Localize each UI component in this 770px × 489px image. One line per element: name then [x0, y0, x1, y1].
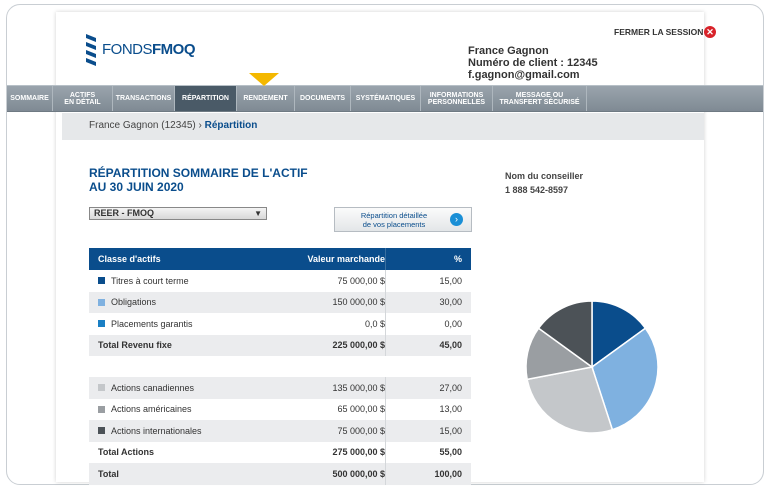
user-email: f.gagnon@gmail.com [468, 69, 580, 81]
asset-class-cell [89, 404, 289, 414]
asset-class-name: Titres à court terme [111, 275, 189, 286]
grand-total-value: 500 000,00 $ [332, 468, 385, 479]
table-row [89, 377, 471, 399]
legend-swatch [98, 320, 105, 327]
logo-mark-icon [84, 32, 98, 70]
advisor-phone: 1 888 542-8597 [505, 185, 569, 195]
asset-class-name: Actions canadiennes [111, 382, 195, 393]
table-row [89, 399, 471, 421]
header-market-value: Valeur marchande [307, 254, 385, 264]
market-value-cell: 150 000,00 $ [332, 297, 385, 308]
breadcrumb [89, 120, 257, 131]
advisor-info [505, 169, 583, 197]
market-value-cell: 75 000,00 $ [337, 425, 385, 436]
nav-item-3[interactable]: RÉPARTITION [175, 86, 237, 111]
asset-class-cell [89, 319, 289, 329]
table-row-total-equity [89, 442, 471, 464]
grand-total-label: Total [98, 468, 119, 479]
legend-swatch [98, 299, 105, 306]
close-icon[interactable]: ✕ [704, 26, 716, 38]
percent-cell: 15,00 [439, 425, 462, 436]
asset-class-cell [89, 426, 289, 436]
detail-button-line1: Répartition détaillée [360, 211, 428, 220]
logo[interactable] [84, 32, 204, 70]
table-row [89, 270, 471, 292]
total-equity-value: 275 000,00 $ [332, 447, 385, 458]
main-nav [7, 85, 763, 112]
header-percent: % [453, 254, 462, 264]
chevron-right-icon: › [450, 213, 463, 226]
allocation-table [89, 248, 471, 485]
legend-swatch [98, 427, 105, 434]
active-tab-indicator-icon [249, 73, 279, 86]
market-value-cell: 75 000,00 $ [337, 275, 385, 286]
allocation-pie-chart [522, 297, 662, 437]
nav-item-5[interactable]: DOCUMENTS [295, 86, 351, 111]
user-name: France Gagnon [468, 45, 549, 57]
percent-cell: 0,00 [444, 318, 462, 329]
detailed-allocation-button[interactable] [334, 207, 472, 232]
legend-swatch [98, 277, 105, 284]
user-info [468, 45, 598, 81]
header-asset-class: Classe d'actifs [98, 254, 161, 264]
nav-item-7[interactable]: INFORMATIONS PERSONNELLES [421, 86, 493, 111]
total-fixed-pct: 45,00 [439, 340, 462, 351]
table-row [89, 292, 471, 314]
total-equity-pct: 55,00 [439, 447, 462, 458]
advisor-label: Nom du conseiller [505, 171, 584, 181]
client-number: Numéro de client : 12345 [468, 57, 598, 69]
market-value-cell: 65 000,00 $ [337, 404, 385, 415]
page-title-line1: RÉPARTITION SOMMAIRE DE L'ACTIF [89, 166, 308, 180]
breadcrumb-separator: › [195, 120, 205, 131]
nav-item-2[interactable]: TRANSACTIONS [113, 86, 175, 111]
percent-cell: 15,00 [439, 275, 462, 286]
nav-item-8[interactable]: MESSAGE OU TRANSFERT SÉCURISÉ [493, 86, 587, 111]
asset-class-cell [89, 297, 289, 307]
logout-link[interactable]: FERMER LA SESSION [614, 27, 704, 37]
account-select-value: REER - FMOQ [94, 208, 154, 218]
account-select[interactable] [89, 207, 267, 220]
table-row [89, 420, 471, 442]
market-value-cell: 0,0 $ [364, 318, 385, 329]
grand-total-pct: 100,00 [434, 468, 462, 479]
breadcrumb-current: Répartition [204, 120, 258, 131]
asset-class-cell [89, 276, 289, 286]
breadcrumb-root[interactable]: France Gagnon (12345) [89, 120, 196, 131]
table-spacer [89, 356, 471, 377]
nav-item-6[interactable]: SYSTÉMATIQUES [351, 86, 421, 111]
nav-item-1[interactable]: ACTIFS EN DÉTAIL [53, 86, 113, 111]
percent-cell: 30,00 [439, 297, 462, 308]
detail-button-line2: de vos placements [362, 220, 426, 229]
table-row-total-fixed [89, 335, 471, 357]
percent-cell: 13,00 [439, 404, 462, 415]
total-equity-label: Total Actions [98, 447, 154, 458]
dropdown-arrow-icon: ▼ [254, 209, 262, 218]
page-title [89, 166, 308, 194]
asset-class-name: Actions américaines [111, 404, 192, 415]
market-value-cell: 135 000,00 $ [332, 382, 385, 393]
nav-item-0[interactable]: SOMMAIRE [7, 86, 53, 111]
asset-class-name: Obligations [111, 297, 157, 308]
percent-cell: 27,00 [439, 382, 462, 393]
table-row [89, 313, 471, 335]
asset-class-name: Placements garantis [111, 318, 193, 329]
page-title-line2: AU 30 JUIN 2020 [89, 180, 184, 194]
legend-swatch [98, 406, 105, 413]
logo-prefix: FONDS [102, 41, 152, 58]
table-row-grand-total [89, 463, 471, 485]
nav-item-4[interactable]: RENDEMENT [237, 86, 295, 111]
logo-text [102, 41, 195, 58]
logo-brand: FMOQ [152, 41, 195, 58]
legend-swatch [98, 384, 105, 391]
table-header [89, 248, 471, 270]
asset-class-name: Actions internationales [111, 425, 202, 436]
total-fixed-label: Total Revenu fixe [98, 340, 172, 351]
total-fixed-value: 225 000,00 $ [332, 340, 385, 351]
asset-class-cell [89, 383, 289, 393]
